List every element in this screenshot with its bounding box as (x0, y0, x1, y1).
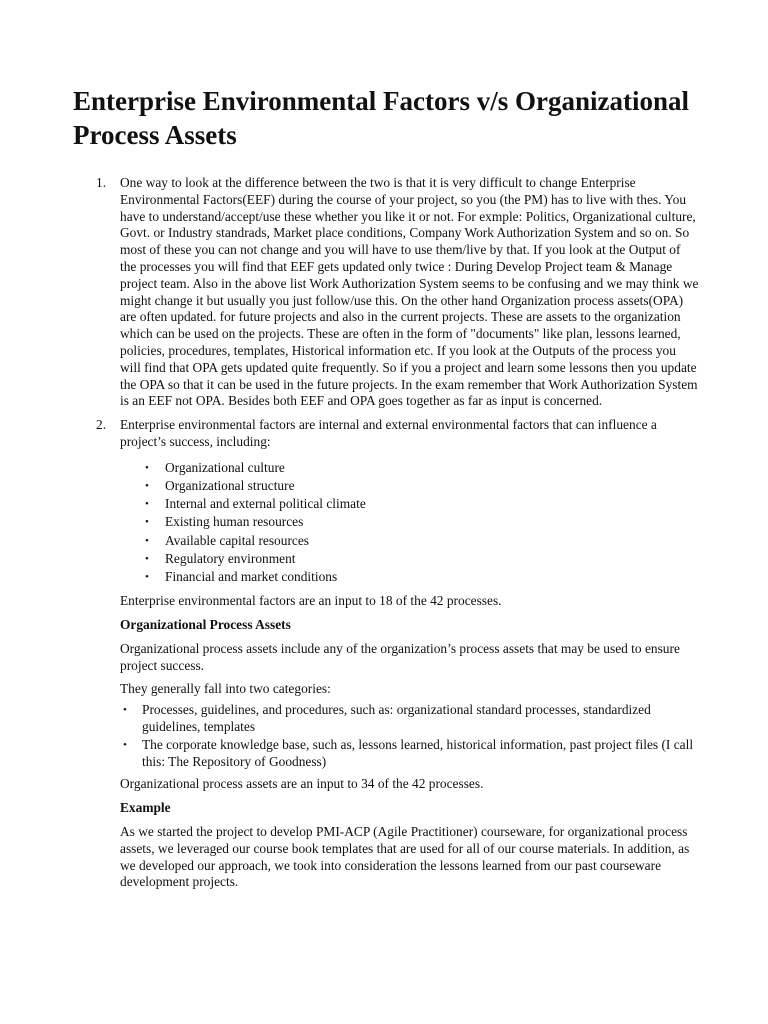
list-item (120, 568, 700, 586)
opa-heading: Organizational Process Assets (120, 616, 291, 632)
numbered-list (96, 175, 700, 891)
page-title: Enterprise Environmental Factors v/s Organizational Process Assets (73, 86, 689, 150)
example-heading: Example (120, 800, 171, 816)
opa-summary: Organizational process assets are an input to 34 of the 42 processes. (120, 776, 484, 792)
list-item-text: Existing human resources (165, 514, 304, 530)
list-item-text: Processes, guidelines, and procedures, such as: organizational standard processes, standardized guidelines, templates (142, 702, 651, 734)
list-item (120, 550, 700, 568)
list-item (120, 459, 700, 477)
bullet-icon: • (123, 738, 127, 751)
list-item (120, 477, 700, 495)
list-item-text: Organizational structure (165, 477, 295, 493)
list-item (120, 737, 700, 771)
bullet-icon: • (145, 534, 149, 547)
list-item-2 (96, 417, 700, 891)
list-item-text: The corporate knowledge base, such as, lessons learned, historical information, past project files (I call this: The Repository of Goodness) (142, 736, 694, 769)
bullet-icon: • (145, 570, 149, 583)
list-item-1 (96, 175, 700, 410)
opa-bullet-list (120, 702, 700, 770)
opa-intro: Organizational process assets include any of the organization’s process assets that may be used to ensure project success. (120, 640, 680, 673)
opa-categories-intro: They generally fall into two categories: (120, 681, 331, 697)
bullet-icon: • (123, 704, 127, 717)
list-item (120, 495, 700, 513)
bullet-icon: • (145, 552, 149, 565)
list-item-text: Financial and market conditions (165, 568, 338, 584)
bullet-icon: • (145, 479, 149, 492)
bullet-icon: • (145, 498, 149, 511)
bullet-icon: • (145, 516, 149, 529)
list-number: 1. (96, 175, 107, 190)
document-body (96, 175, 700, 891)
eef-bullet-list (120, 459, 700, 586)
list-item-text: Available capital resources (165, 532, 310, 548)
list-item (120, 532, 700, 550)
list-item (120, 513, 700, 531)
eef-summary: Enterprise environmental factors are an input to 18 of the 42 processes. (120, 593, 502, 609)
list-item-text: Organizational culture (165, 459, 285, 475)
list-item-text: Regulatory environment (165, 550, 296, 566)
paragraph-eef-vs-opa: One way to look at the difference between the two is that it is very difficult to change Enterprise Environmental Factors(EEF) during the course of your project, so you (the PM) has to live with thes. You have to understand/accept/use these whether you like it or not. For exmple: Politics, Organizational culture, Govt. or Industry standrads, Market place conditions, Company Work Authorization System and so on. So most of these you can not change and you will have to use them/live by that. If you look at the Output of the processes you will find that EEF gets updated only twice : During Develop Project team & Manage project team. Also in the above list Work Authorization System seems to be confusing and we may think we might change it but usually you just follow/use this. On the other hand Organization process assets(OPA) are often updated. for future projects and also in the current projects. These are assets to the organization which can be used on the projects. These are often in the form of "documents" like plan, lessons learned, policies, procedures, templates, Historical information etc. If you look at the Outputs of the process you will find that OPA gets updated quite frequently. So if you a project and learn some lessons then you update the OPA so that it can be used in the future projects. In the exam remember that Work Authorization System is an EEF not OPA. Besides both EEF and OPA goes together as far as input is concerned. (120, 175, 699, 409)
paragraph-eef-intro: Enterprise environmental factors are internal and external environmental factors that can influence a project’s success, including: (120, 417, 657, 449)
example-paragraph: As we started the project to develop PMI-ACP (Agile Practitioner) courseware, for organizational process assets, we leveraged our course book templates that are used for all of our course materials. In addition, as we developed our approach, we took into consideration the lessons learned from our past courseware development projects. (120, 823, 690, 890)
list-item (120, 702, 700, 736)
list-number: 2. (96, 417, 107, 433)
bullet-icon: • (145, 461, 149, 474)
list-item-text: Internal and external political climate (165, 496, 366, 512)
